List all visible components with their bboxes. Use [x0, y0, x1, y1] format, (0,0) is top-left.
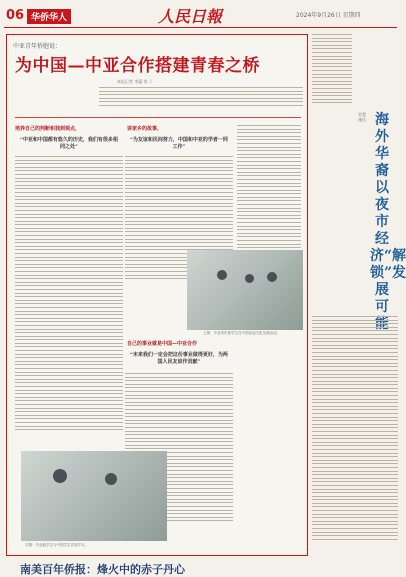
section-label: 华侨华人 — [27, 9, 71, 24]
section-subhead: 培养自己的判断和独到观点， — [15, 126, 81, 132]
masthead — [0, 0, 401, 28]
article-byline: 本报记者 李蕴 常 子 — [117, 79, 153, 84]
section-subhead: 自己的事业就是中国—中亚合作 — [127, 341, 198, 347]
right-column-headline: 海外华裔以夜市经济“解锁”发展可 — [370, 112, 406, 315]
pull-quote: “中亚和中国都有悠久的历史，我们有很多相同之处” — [20, 137, 118, 150]
body-text — [312, 316, 398, 542]
author: 刘慧 施佳 — [358, 112, 366, 122]
body-text — [237, 125, 301, 251]
section-divider — [15, 117, 301, 118]
pull-quote: “为友谊和民间努力，中国和中亚的学者一同工作” — [130, 137, 228, 150]
pull-quote: “未来我们一定会把这份事业做得更好，为两国人民友谊作贡献” — [130, 352, 228, 365]
photo-caption: 右图：中亚留学生与中国学生共同学习。 — [25, 543, 88, 547]
lead-paragraph — [99, 87, 303, 113]
photo-caption: 上图：中亚青年留学生在中国参加文化交流活动。 — [203, 331, 280, 335]
right-column-article — [312, 34, 406, 556]
article-headline: 为中国—中亚合作搭建青春之桥 — [15, 56, 260, 76]
feature-article — [6, 34, 308, 556]
article-photo — [21, 451, 167, 541]
masthead-rule — [4, 27, 397, 28]
bottom-article — [0, 556, 401, 575]
body-text — [15, 156, 123, 433]
article-kicker: 中亚青年侨胞说： — [13, 43, 62, 50]
body-text — [312, 34, 352, 106]
section-subhead: 讲家乡的故事， — [127, 126, 163, 132]
newspaper-logo: 人民日報 — [158, 7, 223, 26]
page-number: 06 — [6, 8, 25, 23]
article-photo — [187, 250, 303, 330]
dateline: 2024年9月26日 星期四 — [296, 12, 361, 19]
bottom-headline: 南美百年侨报：烽火中的赤子丹心 — [20, 563, 185, 576]
